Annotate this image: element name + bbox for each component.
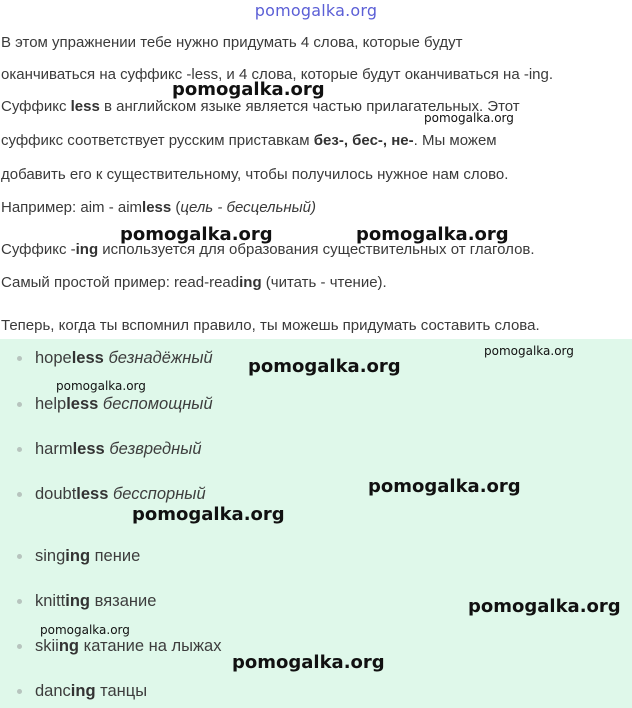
paragraph-text: суффикс соответствует русским приставкам <box>1 132 314 149</box>
suffix-bold: less <box>142 199 172 216</box>
word-stem: harm <box>35 440 73 458</box>
paragraph-text: ( <box>171 199 181 216</box>
watermark: pomogalka.org <box>40 623 130 637</box>
watermark: pomogalka.org <box>368 476 521 497</box>
word-suffix: ing <box>65 547 91 565</box>
paragraph-text: используется для образования существительных от глаголов. <box>98 241 535 258</box>
paragraph-text: В этом упражнении тебе нужно придумать 4 слова, которые будут <box>1 34 463 51</box>
suffix-bold: less <box>70 98 100 115</box>
header-watermark: pomogalka.org <box>254 1 378 20</box>
word-stem: hope <box>35 349 72 367</box>
watermark: pomogalka.org <box>132 504 285 525</box>
paragraph-text: Самый простой пример: read-read <box>1 274 240 291</box>
paragraph-text: (читать - чтение). <box>261 274 387 291</box>
word-stem: skii <box>35 637 59 655</box>
watermark: pomogalka.org <box>232 652 385 673</box>
word-translation: пение <box>94 547 141 565</box>
word-translation: катание на лыжах <box>83 637 222 655</box>
word-stem: danc <box>35 682 71 700</box>
word-suffix: less <box>72 440 105 458</box>
paragraph-line-8 <box>1 274 387 292</box>
watermark: pomogalka.org <box>248 356 401 377</box>
paragraph-text: Суффикс - <box>1 241 76 258</box>
paragraph-text: Например: aim - aim <box>1 199 143 216</box>
bullet-icon <box>17 402 22 407</box>
word-translation: безнадёжный <box>108 349 213 367</box>
word-suffix: ing <box>65 592 91 610</box>
paragraph-line-5 <box>1 166 508 184</box>
word-translation: беспомощный <box>102 395 213 413</box>
paragraph-line-1 <box>1 34 462 52</box>
prefixes-bold: без-, бес-, не- <box>313 132 414 149</box>
paragraph-text: Суффикс <box>1 98 71 115</box>
watermark: pomogalka.org <box>356 224 509 245</box>
paragraph-line-4 <box>1 132 497 150</box>
word-stem: doubt <box>35 485 77 503</box>
word-translation: вязание <box>94 592 157 610</box>
bullet-icon <box>17 554 22 559</box>
paragraph-text: в английском языке является частью прилагательных. Этот <box>99 98 520 115</box>
suffix-bold: ing <box>239 274 262 291</box>
paragraph-text: добавить его к существительному, чтобы получилось нужное нам слово. <box>1 166 509 183</box>
paragraph-text: . Мы можем <box>413 132 497 149</box>
watermark: pomogalka.org <box>56 379 146 393</box>
word-translation: безвредный <box>109 440 202 458</box>
watermark: pomogalka.org <box>172 79 325 100</box>
word-stem: help <box>35 395 67 413</box>
word-translation: танцы <box>100 682 148 700</box>
bullet-icon <box>17 689 22 694</box>
bullet-icon <box>17 492 22 497</box>
word-suffix: less <box>71 349 104 367</box>
word-suffix: ng <box>58 637 80 655</box>
word-stem: sing <box>35 547 66 565</box>
paragraph-text: оканчиваться на суффикс -less, и 4 слова, которые будут оканчиваться на -ing. <box>1 66 554 83</box>
word-translation: бесспорный <box>113 485 206 503</box>
paragraph-line-6 <box>1 199 316 217</box>
example-translation: цель - бесцельный) <box>180 199 317 216</box>
watermark: pomogalka.org <box>484 344 574 358</box>
watermark: pomogalka.org <box>120 224 273 245</box>
bullet-icon <box>17 356 22 361</box>
word-suffix: less <box>76 485 109 503</box>
paragraph-text: Теперь, когда ты вспомнил правило, ты можешь придумать составить слова. <box>1 317 540 334</box>
suffix-bold: ing <box>75 241 99 258</box>
watermark: pomogalka.org <box>424 111 514 125</box>
bullet-icon <box>17 599 22 604</box>
bullet-icon <box>17 644 22 649</box>
word-stem: knitt <box>35 592 66 610</box>
word-suffix: less <box>66 395 99 413</box>
watermark: pomogalka.org <box>468 596 621 617</box>
bullet-icon <box>17 447 22 452</box>
word-suffix: ing <box>70 682 96 700</box>
paragraph-line-9 <box>1 317 540 335</box>
